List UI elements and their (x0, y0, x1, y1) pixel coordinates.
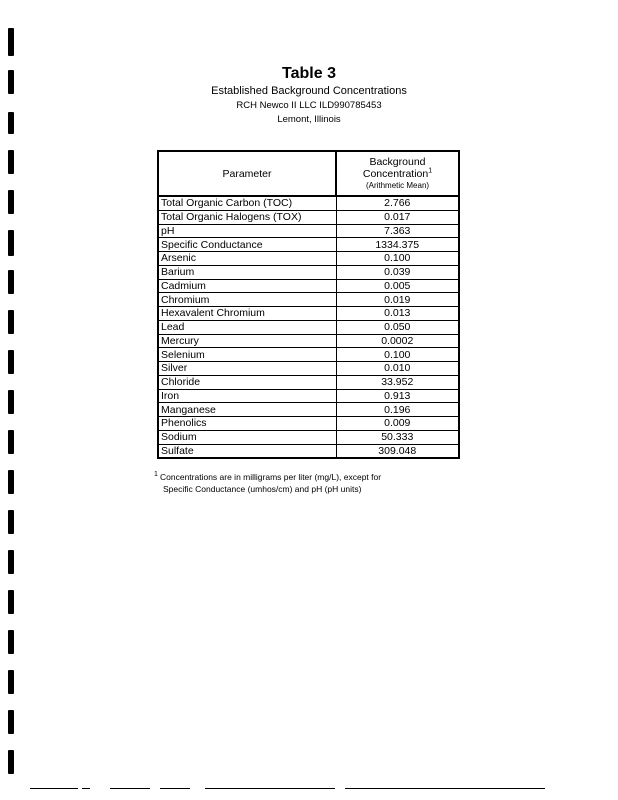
concentration-header-text: Concentration (362, 167, 429, 180)
parameter-cell: pH (158, 224, 336, 238)
parameter-cell: Manganese (158, 403, 336, 417)
concentration-cell: 50.333 (336, 430, 459, 444)
table-row (158, 389, 459, 403)
punch-hole (8, 670, 14, 694)
footnote-marker: 1 (154, 471, 158, 478)
table-body (158, 196, 459, 458)
table-row (158, 279, 459, 293)
table-header (158, 151, 459, 196)
table-row (158, 362, 459, 376)
punch-hole (8, 190, 14, 214)
table-row (158, 430, 459, 444)
parameter-cell: Hexavalent Chromium (158, 307, 336, 321)
parameter-cell: Total Organic Carbon (TOC) (158, 196, 336, 210)
concentration-cell: 0.005 (336, 279, 459, 293)
table-row (158, 375, 459, 389)
concentration-cell: 2.766 (336, 196, 459, 210)
punch-hole (8, 390, 14, 414)
concentration-cell: 0.196 (336, 403, 459, 417)
parameter-cell: Sulfate (158, 444, 336, 458)
parameter-cell: Barium (158, 265, 336, 279)
parameter-cell: Sodium (158, 430, 336, 444)
table-row (158, 320, 459, 334)
table-row (158, 307, 459, 321)
table-row (158, 252, 459, 266)
footnote-marker: 1 (428, 167, 433, 174)
punch-hole (8, 630, 14, 654)
concentration-header-line3: (Arithmetic Mean) (365, 180, 430, 190)
scan-line (160, 788, 190, 789)
background-concentrations-table (157, 150, 460, 459)
punch-hole (8, 470, 14, 494)
page-title: Table 3 (282, 65, 336, 82)
parameter-cell: Lead (158, 320, 336, 334)
concentration-cell: 1334.375 (336, 238, 459, 252)
concentration-cell: 7.363 (336, 224, 459, 238)
concentration-cell: 0.913 (336, 389, 459, 403)
punch-hole (8, 510, 14, 534)
footnote (154, 471, 460, 495)
column-header-concentration (336, 151, 459, 196)
punch-hole (8, 430, 14, 454)
concentration-cell: 0.039 (336, 265, 459, 279)
punch-hole (8, 150, 14, 174)
punch-hole (8, 310, 14, 334)
concentration-cell: 0.100 (336, 252, 459, 266)
table-row (158, 210, 459, 224)
table-row (158, 348, 459, 362)
table-row (158, 265, 459, 279)
concentration-cell: 0.010 (336, 362, 459, 376)
parameter-cell: Phenolics (158, 417, 336, 431)
concentration-cell: 33.952 (336, 375, 459, 389)
concentration-cell: 0.019 (336, 293, 459, 307)
parameter-cell: Mercury (158, 334, 336, 348)
parameter-cell: Chloride (158, 375, 336, 389)
table-row (158, 196, 459, 210)
parameter-cell: Cadmium (158, 279, 336, 293)
table-row (158, 238, 459, 252)
table-row (158, 293, 459, 307)
parameter-cell: Selenium (158, 348, 336, 362)
parameter-cell: Chromium (158, 293, 336, 307)
table-row (158, 417, 459, 431)
parameter-cell: Arsenic (158, 252, 336, 266)
concentration-cell: 0.0002 (336, 334, 459, 348)
table-row (158, 334, 459, 348)
concentration-cell: 309.048 (336, 444, 459, 458)
footnote-line1: Concentrations are in milligrams per liter (mg/L), except for (160, 472, 382, 482)
scan-line (345, 788, 545, 789)
table-row (158, 444, 459, 458)
punch-hole (8, 230, 14, 256)
scan-line (110, 788, 150, 789)
table-row (158, 224, 459, 238)
footnote-line2: Specific Conductance (umhos/cm) and pH (pH units) (163, 484, 362, 494)
concentration-cell: 0.013 (336, 307, 459, 321)
parameter-cell: Total Organic Halogens (TOX) (158, 210, 336, 224)
table-row (158, 403, 459, 417)
parameter-cell: Iron (158, 389, 336, 403)
parameter-cell: Silver (158, 362, 336, 376)
concentration-cell: 0.100 (336, 348, 459, 362)
punch-hole (8, 550, 14, 574)
punch-hole (8, 590, 14, 614)
concentration-header-line1: Background (369, 155, 426, 168)
column-header-parameter: Parameter (158, 151, 336, 196)
concentration-cell: 0.050 (336, 320, 459, 334)
concentration-cell: 0.017 (336, 210, 459, 224)
concentration-cell: 0.009 (336, 417, 459, 431)
scan-line (82, 788, 90, 789)
facility-location: Lemont, Illinois (277, 114, 341, 125)
scan-line (30, 788, 78, 789)
scan-line (205, 788, 335, 789)
concentration-header-line2 (339, 168, 456, 180)
punch-hole (8, 350, 14, 374)
facility-id: RCH Newco II LLC ILD990785453 (236, 100, 382, 111)
punch-hole (8, 750, 14, 774)
page-subtitle: Established Background Concentrations (211, 85, 407, 97)
header-row (158, 151, 459, 196)
punch-hole (8, 710, 14, 734)
punch-hole (8, 28, 14, 56)
parameter-cell: Specific Conductance (158, 238, 336, 252)
punch-hole (8, 270, 14, 294)
title-block (0, 64, 618, 127)
